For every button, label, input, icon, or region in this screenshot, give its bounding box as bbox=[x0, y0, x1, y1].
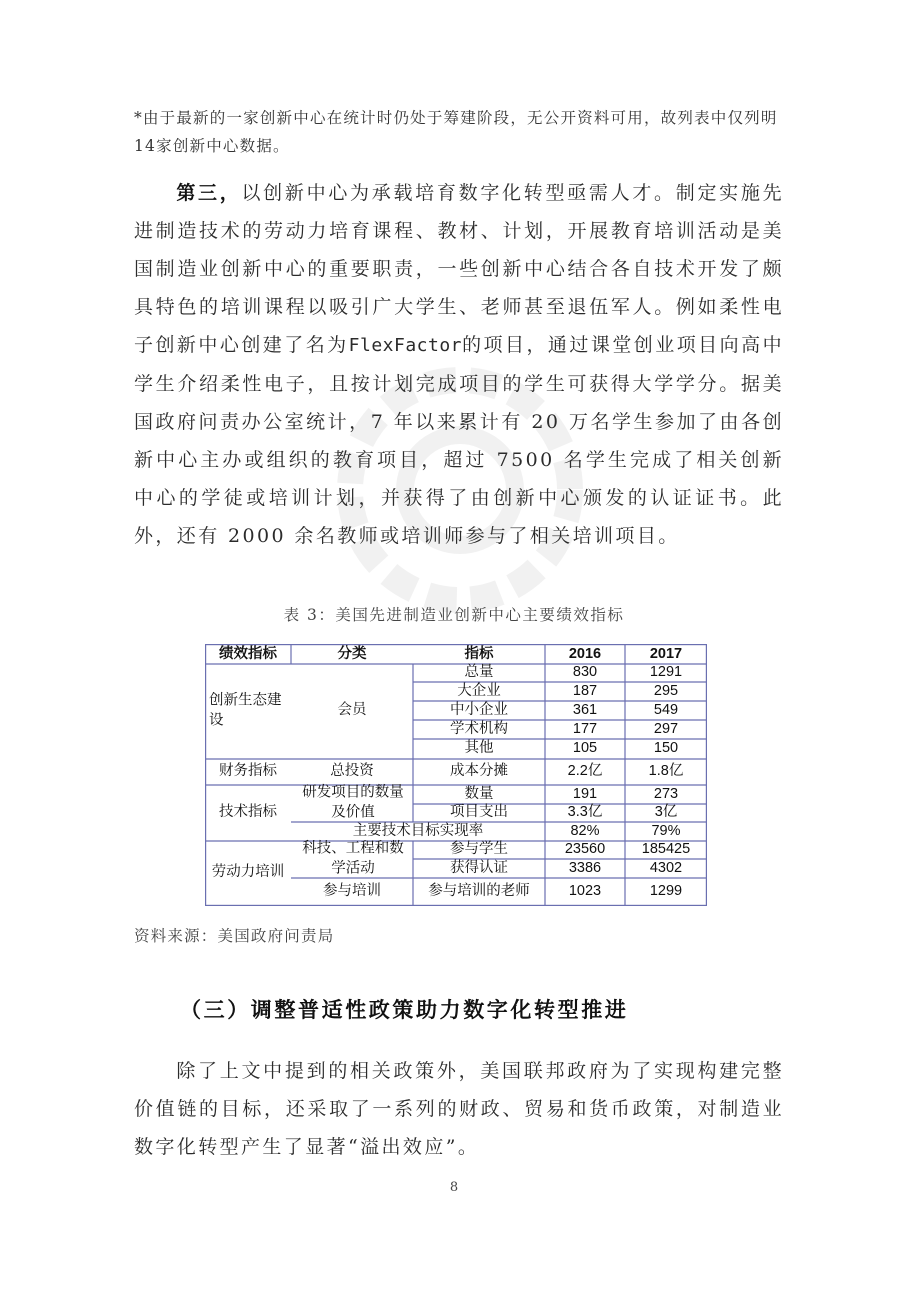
paragraph-lead: 第三， bbox=[176, 182, 242, 204]
row-2017: 4302 bbox=[649, 860, 683, 877]
row-indicator: 参与培训的老师 bbox=[428, 883, 530, 900]
row-2017: 3亿 bbox=[654, 804, 678, 821]
row-2016: 82% bbox=[570, 823, 600, 840]
paragraph-policy bbox=[134, 1052, 784, 1166]
th-2017: 2017 bbox=[649, 646, 683, 663]
group-rnd: 研发项目的数量及价值 bbox=[302, 784, 404, 820]
group-tech: 技术指标 bbox=[219, 804, 277, 821]
row-indicator: 参与学生 bbox=[450, 841, 508, 858]
group-member: 会员 bbox=[337, 702, 367, 719]
group-invest: 总投资 bbox=[330, 763, 374, 780]
row-2016: 1023 bbox=[568, 883, 602, 900]
row-2016: 105 bbox=[572, 740, 598, 757]
section-heading: （三）调整普适性政策助力数字化转型推进 bbox=[180, 997, 629, 1022]
table-caption: 表 3：美国先进制造业创新中心主要绩效指标 bbox=[283, 606, 625, 624]
row-2016: 361 bbox=[572, 702, 598, 719]
row-2017: 297 bbox=[653, 721, 679, 738]
th-2016: 2016 bbox=[568, 646, 602, 663]
row-2017: 1291 bbox=[649, 664, 683, 681]
paragraph-talent bbox=[134, 174, 784, 555]
row-2016: 2.2亿 bbox=[567, 763, 603, 780]
row-2017: 549 bbox=[653, 702, 679, 719]
th-kpi: 绩效指标 bbox=[219, 646, 277, 663]
row-indicator: 成本分摊 bbox=[450, 763, 508, 780]
group-sci-act: 科技、工程和数学活动 bbox=[302, 840, 404, 876]
row-2017: 1299 bbox=[649, 883, 683, 900]
performance-table bbox=[205, 644, 707, 906]
paragraph-text-b: 的项目，通过课堂创业项目向高中学生介绍柔性电子，且按计划完成项目的学生可获得大学学分。据美国政府问责办公室统计，7 年以来累计有 20 万名学生参加了由各创新中心主办或组织的教育项目，超过 7500 名学生完成了相关创新中心的学徒或培训计划，并获得了由创新中心颁发的认证证书。此外，还有 2000 余名教师或培训师参与了相关培训项目。 bbox=[134, 334, 784, 547]
row-2016: 177 bbox=[572, 721, 598, 738]
row-indicator: 大企业 bbox=[457, 683, 501, 700]
row-indicator: 其他 bbox=[464, 740, 494, 757]
th-indicator: 指标 bbox=[464, 646, 494, 663]
table-source: 资料来源：美国政府问责局 bbox=[134, 927, 335, 945]
group-labor: 劳动力培训 bbox=[211, 864, 285, 881]
row-2017: 1.8亿 bbox=[648, 763, 684, 780]
row-2016: 23560 bbox=[564, 841, 606, 858]
row-2017: 150 bbox=[653, 740, 679, 757]
group-finance: 财务指标 bbox=[219, 763, 277, 780]
row-2016: 3386 bbox=[568, 860, 602, 877]
row-indicator: 获得认证 bbox=[450, 860, 508, 877]
project-name: FlexFactor bbox=[348, 335, 463, 356]
row-2017: 295 bbox=[653, 683, 679, 700]
row-2017: 273 bbox=[653, 786, 679, 803]
footnote: *由于最新的一家创新中心在统计时仍处于筹建阶段，无公开资料可用，故列表中仅列明14家创新中心数据。 bbox=[134, 109, 778, 155]
row-2016: 830 bbox=[572, 664, 598, 681]
paragraph-policy-text: 除了上文中提到的相关政策外，美国联邦政府为了实现构建完整价值链的目标，还采取了一系列的财政、贸易和货币政策，对制造业数字化转型产生了显著“溢出效应”。 bbox=[134, 1060, 784, 1158]
page-number: 8 bbox=[449, 1180, 459, 1195]
th-category: 分类 bbox=[337, 646, 367, 663]
row-indicator: 数量 bbox=[464, 786, 494, 803]
group-train: 参与培训 bbox=[323, 883, 381, 900]
row-2016: 3.3亿 bbox=[567, 804, 603, 821]
row-2017: 79% bbox=[651, 823, 681, 840]
row-2016: 191 bbox=[572, 786, 598, 803]
row-indicator: 项目支出 bbox=[450, 804, 508, 821]
row-indicator: 学术机构 bbox=[450, 721, 508, 738]
row-indicator: 总量 bbox=[464, 664, 494, 681]
row-2016: 187 bbox=[572, 683, 598, 700]
paragraph-text-a: 以创新中心为承载培育数字化转型亟需人才。制定实施先进制造技术的劳动力培育课程、教材、计划，开展教育培训活动是美国制造业创新中心的重要职责，一些创新中心结合各自技术开发了颇具特色的培训课程以吸引广大学生、老师甚至退伍军人。例如柔性电子创新中心创建了名为 bbox=[134, 182, 784, 356]
group-eco: 创新生态建设 bbox=[209, 692, 282, 728]
row-2017: 185425 bbox=[641, 841, 691, 858]
group-tech-goal: 主要技术目标实现率 bbox=[352, 823, 484, 840]
row-indicator: 中小企业 bbox=[450, 702, 508, 719]
